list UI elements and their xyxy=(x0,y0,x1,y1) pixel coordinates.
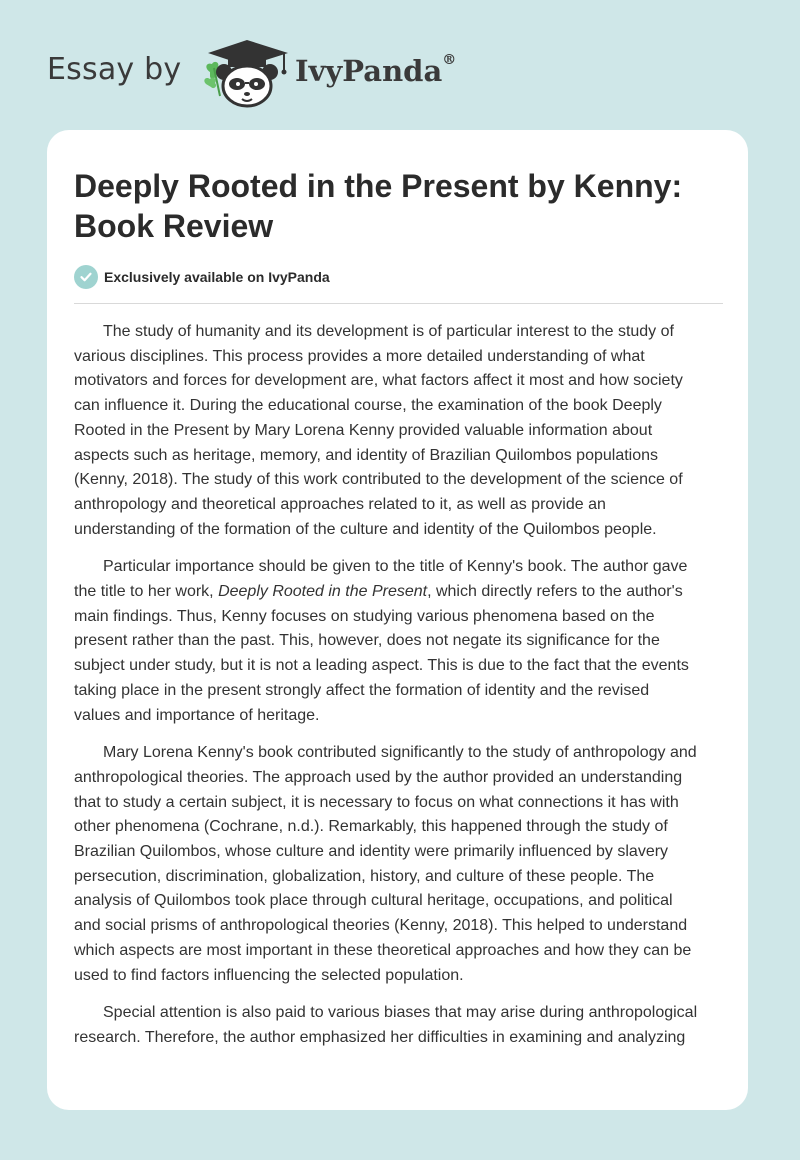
text-line: which aspects are most important in these theoretical approaches and how they can be xyxy=(74,941,692,959)
title-line-2: Book Review xyxy=(74,208,274,244)
text-line: main findings. Thus, Kenny focuses on studying various phenomena based on the xyxy=(74,607,655,625)
check-circle-icon xyxy=(74,265,98,289)
text-line: anthropological theories. The approach used by the author provided an understanding xyxy=(74,768,683,786)
brand-text: IvyPanda xyxy=(295,54,443,88)
text-line: Particular importance should be given to the title of Kenny's book. The author gave xyxy=(103,558,688,576)
divider xyxy=(74,303,723,304)
text-line: (Kenny, 2018). The study of this work contributed to the development of the science of xyxy=(74,471,683,489)
text-line: anthropology and theoretical approaches related to it, as well as provide an xyxy=(74,495,606,513)
book-title-italic: Deeply Rooted in the Present xyxy=(218,583,428,601)
text-line: analysis of Quilombos took place through cultural heritage, occupations, and political xyxy=(74,892,673,910)
article-card xyxy=(47,130,748,1110)
text-line: various disciplines. This process provides a more detailed understanding of what xyxy=(74,347,645,365)
text-line: taking place in the present strongly affect the formation of identity and the revised xyxy=(74,681,650,699)
essay-by-label: Essay by xyxy=(47,52,182,87)
title-line-1: Deeply Rooted in the Present by Kenny: xyxy=(74,168,683,204)
text-line: other phenomena (Cochrane, n.d.). Remarkably, this happened through the study of xyxy=(74,818,668,836)
paragraph-3 xyxy=(74,741,726,988)
page-title xyxy=(74,166,724,246)
text-line: motivators and forces for development are, what factors affect it most and how society xyxy=(74,372,683,390)
text-line: aspects such as heritage, memory, and identity of Brazilian Quilombos populations xyxy=(74,446,659,464)
text-line: can influence it. During the educational course, the examination of the book Deeply xyxy=(74,397,662,415)
text-line: The study of humanity and its development is of particular interest to the study of xyxy=(103,323,674,340)
brand-name[interactable] xyxy=(295,54,456,88)
text-line: Mary Lorena Kenny's book contributed significantly to the study of anthropology and xyxy=(103,744,697,762)
panda-graduate-icon[interactable] xyxy=(200,34,295,110)
text-line: Special attention is also paid to various biases that may arise during anthropological xyxy=(103,1004,698,1022)
text-line: values and importance of heritage. xyxy=(74,706,320,724)
paragraph-1 xyxy=(74,320,726,542)
article-body xyxy=(74,320,726,1064)
text-line: persecution, discrimination, globalization, history, and culture of these people. The xyxy=(74,867,655,885)
text-line: subject under study, but it is not a leading aspect. This is due to the fact that the events xyxy=(74,657,689,675)
site-header xyxy=(0,0,800,128)
registered-mark: ® xyxy=(442,52,457,68)
text-run: the title to her work, xyxy=(74,583,219,601)
paragraph-2 xyxy=(74,555,726,728)
badge-label: Exclusively available on IvyPanda xyxy=(104,269,330,285)
text-line: and social prisms of anthropological theories (Kenny, 2018). This helped to understand xyxy=(74,917,688,935)
paragraph-4 xyxy=(74,1001,726,1050)
text-line: understanding of the formation of the culture and identity of the Quilombos people. xyxy=(74,520,657,538)
text-line: Rooted in the Present by Mary Lorena Kenny provided valuable information about xyxy=(74,421,653,439)
exclusive-badge xyxy=(74,264,330,290)
text-run: , which directly refers to the author's xyxy=(427,583,683,601)
text-line: that to study a certain subject, it is necessary to focus on what connections it has with xyxy=(74,793,679,811)
text-line: research. Therefore, the author emphasized her difficulties in examining and analyzing xyxy=(74,1028,686,1046)
text-line: used to find factors influencing the selected population. xyxy=(74,966,464,984)
text-line xyxy=(74,580,726,605)
text-line: present rather than the past. This, however, does not negate its significance for the xyxy=(74,632,660,650)
text-line: Brazilian Quilombos, whose culture and identity were primarily influenced by slavery xyxy=(74,843,669,861)
